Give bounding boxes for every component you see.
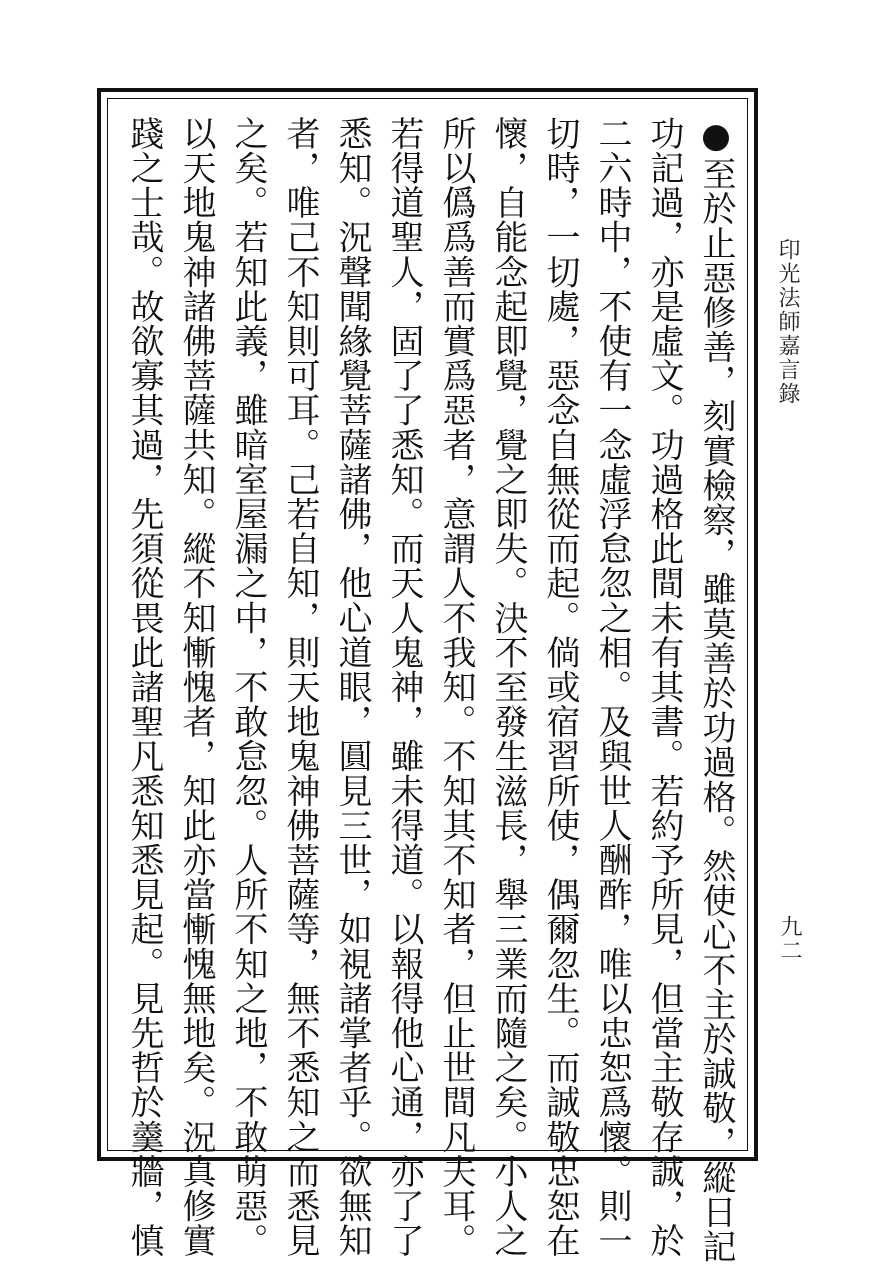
text-column: 懷，自能念起即覺，覺之即失。決不至發生滋長，舉三業而隨之矣。小人之	[488, 116, 528, 1258]
text-column: 悉知。況聲聞緣覺菩薩諸佛，他心道眼，圓見三世，如視諸掌者乎。欲無知	[332, 116, 372, 1258]
text-column: 所以僞爲善而實爲惡者，意謂人不我知。不知其不知者，但止世間凡夫耳。	[436, 116, 476, 1258]
main-text-block	[118, 116, 742, 1264]
text-column: ●至於止惡修善，刻實檢察，雖莫善於功過格。然使心不主於誠敬，縱日記	[696, 116, 736, 1264]
text-column: 踐之士哉。故欲寡其過，先須從畏此諸聖凡悉知悉見起。見先哲於羹牆，慎	[124, 116, 164, 1258]
text-column: 者，唯己不知則可耳。己若自知，則天地鬼神佛菩薩等，無不悉知之而悉見	[280, 116, 320, 1258]
text-column: 若得道聖人，固了了悉知。而天人鬼神，雖未得道。以報得他心通，亦了了	[384, 116, 424, 1258]
text-column: 以天地鬼神諸佛菩薩共知。縱不知慚愧者，知此亦當慚愧無地矣。況真修實	[176, 116, 216, 1258]
text-column: 功記過，亦是虛文。功過格此間未有其書。若約予所見，但當主敬存誠，於	[644, 116, 684, 1258]
text-column: 之矣。若知此義，雖暗室屋漏之中，不敢怠忽。人所不知之地，不敢萌惡。	[228, 116, 268, 1258]
book-title: 印光法師嘉言錄	[775, 238, 800, 406]
text-column: 切時，一切處，惡念自無從而起。倘或宿習所使，偶爾忽生。而誠敬忠恕在	[540, 116, 580, 1258]
page-number: 九二	[777, 915, 802, 963]
text-column: 二六時中，不使有一念虛浮怠忽之相。及與世人酬酢，唯以忠恕爲懷。則一	[592, 116, 632, 1258]
